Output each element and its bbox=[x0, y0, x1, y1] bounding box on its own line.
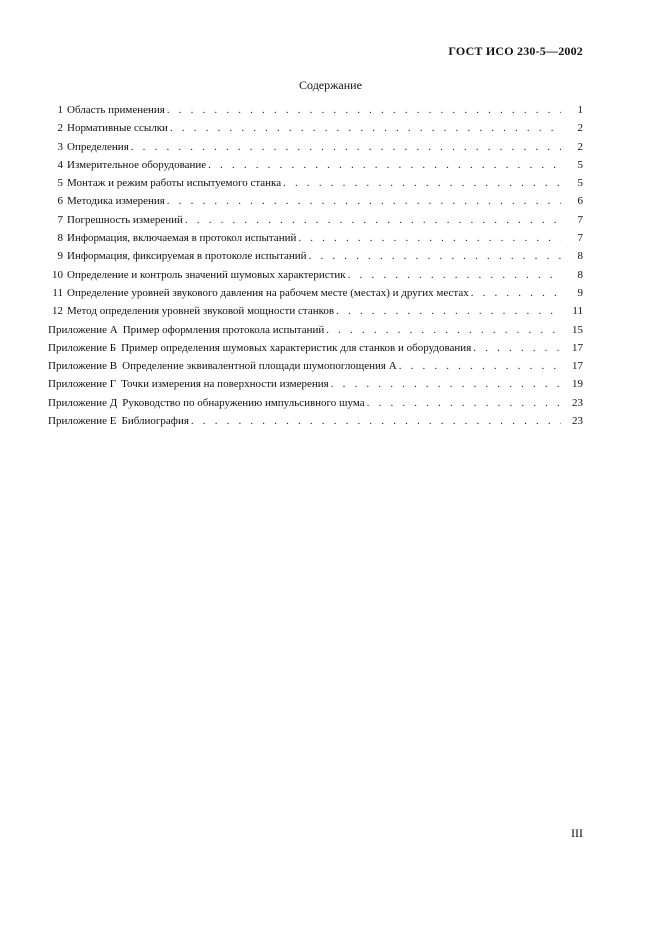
appendix-title: Руководство по обнаружению импульсивного шума bbox=[122, 396, 365, 409]
toc-entry[interactable] bbox=[48, 138, 583, 156]
table-of-contents bbox=[48, 101, 583, 430]
entry-number: 2 bbox=[57, 122, 63, 135]
entry-title: Погрешность измерений bbox=[67, 213, 183, 226]
dot-leader bbox=[191, 412, 561, 430]
toc-entry[interactable] bbox=[48, 284, 583, 302]
appendix-title: Пример оформления протокола испытаний bbox=[122, 323, 325, 336]
dot-leader bbox=[326, 321, 561, 339]
entry-number: 1 bbox=[57, 104, 63, 116]
toc-appendix-entry[interactable] bbox=[48, 394, 583, 412]
appendix-label: Приложение Г bbox=[48, 378, 117, 391]
appendix-title: Точки измерения на поверхности измерения bbox=[121, 378, 329, 391]
entry-title: Информация, включаемая в протокол испытаний bbox=[67, 232, 297, 245]
toc-appendix-entry[interactable] bbox=[48, 375, 583, 393]
dot-leader bbox=[309, 247, 561, 265]
entry-title: Определение и контроль значений шумовых характеристик bbox=[67, 268, 346, 281]
entry-page: 2 bbox=[577, 122, 583, 135]
entry-title: Метод определения уровней звуковой мощности станков bbox=[67, 305, 335, 318]
entry-title: Определение уровней звукового давления на рабочем месте (местах) и других местах bbox=[67, 286, 469, 299]
entry-number: 11 bbox=[52, 286, 63, 299]
dot-leader bbox=[298, 229, 561, 247]
toc-entry[interactable] bbox=[48, 156, 583, 174]
appendix-label: Приложение В bbox=[48, 360, 118, 373]
entry-page: 6 bbox=[577, 195, 583, 208]
appendix-title: Определение эквивалентной площади шумопоглощения А bbox=[122, 360, 397, 373]
toc-entry[interactable] bbox=[48, 302, 583, 320]
dot-leader bbox=[167, 101, 561, 119]
appendix-title: Библиография bbox=[121, 415, 189, 428]
toc-entry[interactable] bbox=[48, 119, 583, 137]
dot-leader bbox=[399, 357, 561, 375]
appendix-page: 23 bbox=[572, 415, 583, 428]
appendix-label: Приложение Д bbox=[48, 396, 118, 409]
entry-number: 9 bbox=[57, 250, 63, 263]
entry-number: 7 bbox=[57, 213, 63, 226]
appendix-page: 15 bbox=[572, 323, 583, 336]
entry-page: 1 bbox=[577, 104, 583, 116]
entry-number: 5 bbox=[57, 177, 63, 190]
dot-leader bbox=[170, 119, 561, 137]
entry-title: Информация, фиксируемая в протоколе испытаний bbox=[67, 250, 307, 263]
entry-page: 2 bbox=[577, 140, 583, 153]
entry-title: Нормативные ссылки bbox=[67, 122, 168, 135]
toc-appendix-entry[interactable] bbox=[48, 412, 583, 430]
dot-leader bbox=[473, 339, 561, 357]
dot-leader bbox=[367, 394, 561, 412]
appendix-page: 19 bbox=[572, 378, 583, 391]
entry-number: 3 bbox=[57, 140, 63, 153]
entry-page: 7 bbox=[577, 232, 583, 245]
dot-leader bbox=[471, 284, 561, 302]
entry-page: 7 bbox=[577, 213, 583, 226]
entry-number: 6 bbox=[57, 195, 63, 208]
toc-entry[interactable] bbox=[48, 211, 583, 229]
entry-title: Измерительное оборудование bbox=[67, 158, 207, 171]
entry-number: 4 bbox=[57, 158, 63, 171]
appendix-page: 17 bbox=[572, 360, 583, 373]
entry-number: 12 bbox=[52, 305, 63, 318]
appendix-label: Приложение Е bbox=[48, 415, 117, 428]
dot-leader bbox=[348, 266, 561, 284]
appendix-label: Приложение А bbox=[48, 323, 118, 336]
entry-title: Определения bbox=[67, 140, 129, 153]
toc-entry[interactable] bbox=[48, 101, 583, 119]
toc-entry[interactable] bbox=[48, 229, 583, 247]
entry-page: 9 bbox=[577, 286, 583, 299]
dot-leader bbox=[185, 211, 561, 229]
entry-title: Монтаж и режим работы испытуемого станка bbox=[67, 177, 282, 190]
dot-leader bbox=[208, 156, 561, 174]
page-number: III bbox=[571, 826, 583, 840]
toc-entry[interactable] bbox=[48, 247, 583, 265]
entry-number: 10 bbox=[52, 268, 63, 281]
dot-leader bbox=[167, 192, 561, 210]
toc-entry[interactable] bbox=[48, 266, 583, 284]
toc-appendix-entry[interactable] bbox=[48, 357, 583, 375]
entry-number: 8 bbox=[57, 232, 63, 245]
entry-page: 5 bbox=[577, 158, 583, 171]
toc-entry[interactable] bbox=[48, 192, 583, 210]
toc-entry[interactable] bbox=[48, 174, 583, 192]
dot-leader bbox=[283, 174, 561, 192]
entry-page: 8 bbox=[577, 250, 583, 263]
entry-page: 8 bbox=[577, 268, 583, 281]
entry-title: Методика измерения bbox=[67, 195, 165, 208]
dot-leader bbox=[131, 138, 561, 156]
appendix-label: Приложение Б bbox=[48, 341, 117, 354]
toc-appendix-entry[interactable] bbox=[48, 321, 583, 339]
entry-page: 5 bbox=[577, 177, 583, 190]
toc-title: Содержание bbox=[299, 78, 362, 92]
dot-leader bbox=[336, 302, 561, 320]
entry-page: 11 bbox=[572, 305, 583, 318]
dot-leader bbox=[331, 375, 561, 393]
appendix-page: 17 bbox=[572, 341, 583, 354]
toc-appendix-entry[interactable] bbox=[48, 339, 583, 357]
appendix-title: Пример определения шумовых характеристик для станков и оборудования bbox=[121, 341, 472, 354]
entry-title: Область применения bbox=[67, 104, 165, 116]
appendix-page: 23 bbox=[572, 396, 583, 409]
document-header: ГОСТ ИСО 230-5—2002 bbox=[448, 44, 583, 58]
